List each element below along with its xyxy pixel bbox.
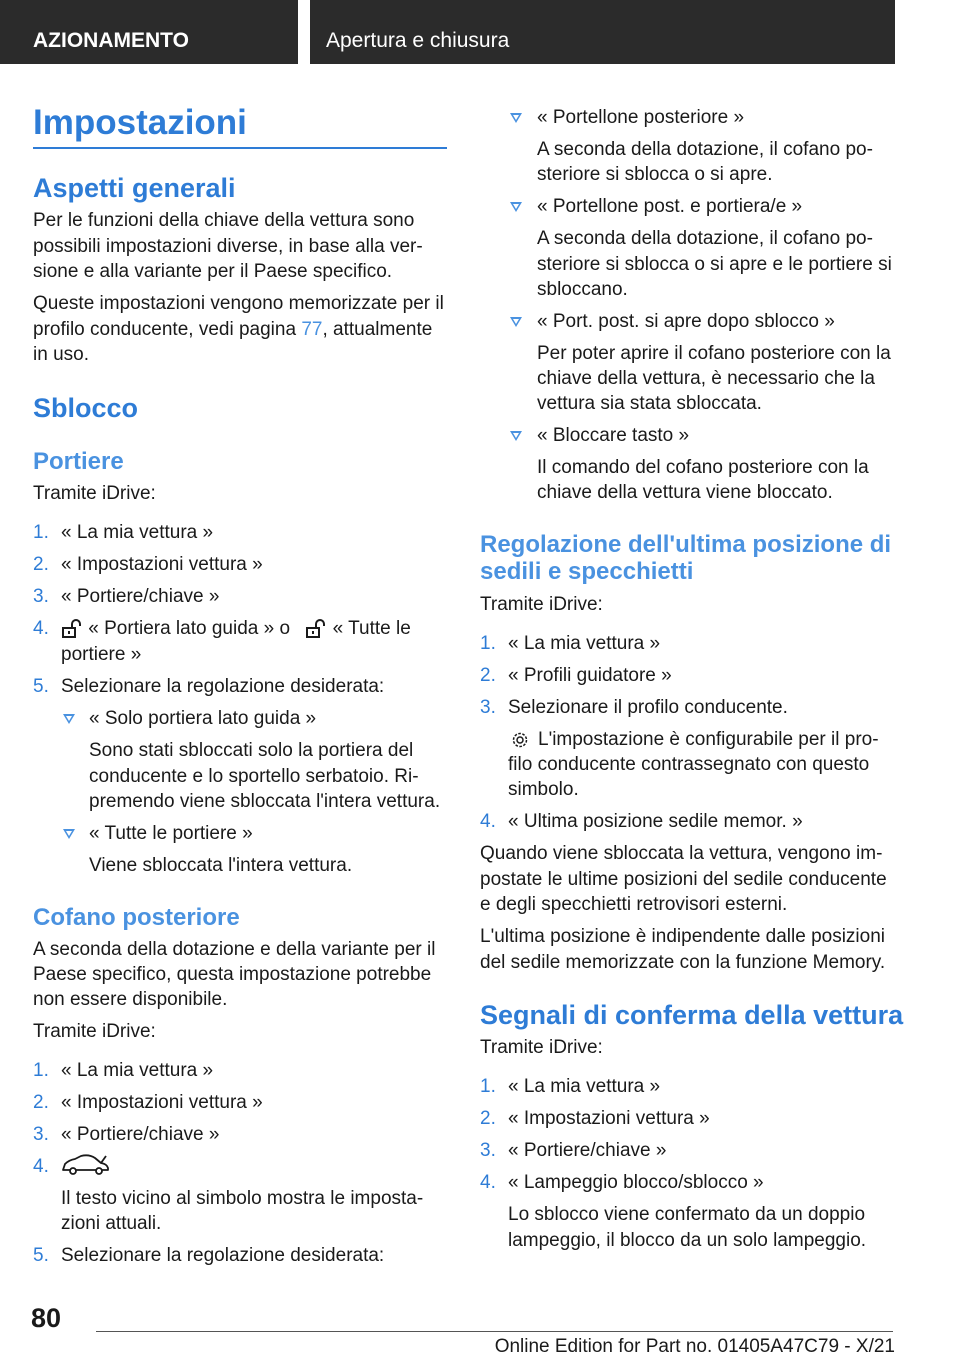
heading-confirm: Segnali di conferma della vettura xyxy=(480,1000,904,1030)
option-title: « Portellone posteriore » xyxy=(537,107,745,128)
option-desc: A seconda della dotazione, il cofano po- xyxy=(537,139,873,160)
cofano-p-l3: non essere disponibile. xyxy=(33,989,228,1010)
step-number: 2. xyxy=(33,1092,49,1113)
heading-portiere: Portiere xyxy=(33,448,124,475)
seat-p1-l2: postate le ultime posizioni del sedile conducente xyxy=(480,869,887,890)
triangle-bullet-icon xyxy=(510,202,522,212)
step-number: 3. xyxy=(480,697,496,718)
step-number: 1. xyxy=(480,633,496,654)
option-desc: Sono stati sbloccati solo la portiera del xyxy=(89,740,414,761)
option-title: « Tutte le portiere » xyxy=(89,823,253,844)
general-p2-l1: Queste impostazioni vengono memorizzate per il xyxy=(33,293,444,314)
step-text: Selezionare il profilo conducente. xyxy=(508,697,788,718)
step-4-part-a: « Portiera lato guida » o xyxy=(88,618,291,639)
page-77-link[interactable]: 77 xyxy=(301,319,323,340)
step-text: « Portiere/chiave » xyxy=(61,586,220,607)
step-text: « Impostazioni vettura » xyxy=(508,1108,710,1129)
general-p2-l2 xyxy=(33,317,432,343)
general-p1-l2: possibili impostazioni diverse, in base alla ver- xyxy=(33,236,423,257)
option-desc: conducente e lo sportello serbatoio. Ri- xyxy=(89,766,419,787)
seat-idrive: Tramite iDrive: xyxy=(480,594,603,615)
step-desc: zioni attuali. xyxy=(61,1213,162,1234)
general-p1-l3: sione e alla variante per il Paese specifico. xyxy=(33,261,393,282)
option-title: « Solo portiera lato guida » xyxy=(89,708,317,729)
step-text: « La mia vettura » xyxy=(61,1060,214,1081)
step-number: 2. xyxy=(33,554,49,575)
option-desc: premendo viene sbloccata l'intera vettura. xyxy=(89,791,441,812)
step-text: « La mia vettura » xyxy=(61,522,214,543)
header-bar xyxy=(0,0,960,66)
confirm-desc-l2: lampeggio, il blocco da un solo lampeggio. xyxy=(508,1230,867,1251)
seat-p1-l1: Quando viene sbloccata la vettura, vengono im- xyxy=(480,843,883,864)
option-desc: sbloccano. xyxy=(537,279,628,300)
page-title: Impostazioni xyxy=(33,103,247,142)
triangle-bullet-icon xyxy=(510,431,522,441)
unlock-icon xyxy=(61,619,83,639)
step-number: 4. xyxy=(480,811,496,832)
option-title: « Bloccare tasto » xyxy=(537,425,690,446)
step-number: 4. xyxy=(480,1172,496,1193)
option-desc: chiave della vettura, è necessario che la xyxy=(537,368,875,389)
chapter-tab[interactable]: Apertura e chiusura xyxy=(310,0,895,64)
heading-sblocco: Sblocco xyxy=(33,393,139,423)
step-number: 5. xyxy=(33,676,49,697)
seat-note-l2: filo conducente contrassegnato con questo xyxy=(508,754,870,775)
option-desc: A seconda della dotazione, il cofano po- xyxy=(537,228,873,249)
option-title: « Port. post. si apre dopo sblocco » xyxy=(537,311,835,332)
general-p2-l3: in uso. xyxy=(33,344,89,365)
step-number: 4. xyxy=(33,618,49,639)
step-text: « Impostazioni vettura » xyxy=(61,1092,263,1113)
step-text-4 xyxy=(61,616,411,642)
seat-p2-l1: L'ultima posizione è indipendente dalle posizioni xyxy=(480,926,886,947)
page-number: 80 xyxy=(31,1303,62,1333)
step-number: 1. xyxy=(480,1076,496,1097)
confirm-desc-l1: Lo sblocco viene confermato da un doppio xyxy=(508,1204,866,1225)
section-tab[interactable]: AZIONAMENTO xyxy=(0,0,298,64)
seat-note-l1: L'impostazione è configurabile per il pro- xyxy=(538,729,879,750)
step-number: 4. xyxy=(33,1156,49,1177)
option-desc: Viene sbloccata l'intera vettura. xyxy=(89,855,353,876)
triangle-bullet-icon xyxy=(63,714,75,724)
step-text: « La mia vettura » xyxy=(508,1076,661,1097)
gear-icon xyxy=(510,730,530,750)
triangle-bullet-icon xyxy=(510,113,522,123)
title-rule xyxy=(33,147,447,149)
step-text: Selezionare la regolazione desiderata: xyxy=(61,1245,385,1266)
step-text: « Lampeggio blocco/sblocco » xyxy=(508,1172,764,1193)
general-p2-l2b: , attualmente xyxy=(322,319,433,340)
step-number: 1. xyxy=(33,522,49,543)
confirm-idrive: Tramite iDrive: xyxy=(480,1037,603,1058)
step-desc: Il testo vicino al simbolo mostra le imposta- xyxy=(61,1188,424,1209)
step-number: 2. xyxy=(480,1108,496,1129)
footer-edition: Online Edition for Part no. 01405A47C79 - X/21 xyxy=(494,1336,895,1357)
step-text: « Profili guidatore » xyxy=(508,665,672,686)
option-title: « Portellone post. e portiera/e » xyxy=(537,196,803,217)
step-text: « Ultima posizione sedile memor. » xyxy=(508,811,803,832)
step-4-part-c: portiere » xyxy=(61,644,142,665)
footer-rule xyxy=(96,1331,893,1332)
seat-note-l3: simbolo. xyxy=(508,779,579,800)
step-number: 5. xyxy=(33,1245,49,1266)
step-text: « Impostazioni vettura » xyxy=(61,554,263,575)
seat-p1-l3: e degli specchietti retrovisori esterni. xyxy=(480,894,788,915)
step-text: Selezionare la regolazione desiderata: xyxy=(61,676,385,697)
general-p1-l1: Per le funzioni della chiave della vettura sono xyxy=(33,210,415,231)
cofano-idrive: Tramite iDrive: xyxy=(33,1021,156,1042)
heading-cofano: Cofano posteriore xyxy=(33,904,240,931)
option-desc: vettura sia stata sbloccata. xyxy=(537,393,762,414)
step-number: 2. xyxy=(480,665,496,686)
step-number: 3. xyxy=(33,1124,49,1145)
option-desc: Il comando del cofano posteriore con la xyxy=(537,457,869,478)
step-number: 3. xyxy=(33,586,49,607)
step-text: « Portiere/chiave » xyxy=(508,1140,667,1161)
option-desc: chiave della vettura viene bloccato. xyxy=(537,482,833,503)
step-4-part-b: « Tutte le xyxy=(332,618,411,639)
step-number: 3. xyxy=(480,1140,496,1161)
step-text: « Portiere/chiave » xyxy=(61,1124,220,1145)
option-desc: Per poter aprire il cofano posteriore con la xyxy=(537,343,891,364)
heading-seat-l1: Regolazione dell'ultima posizione di xyxy=(480,531,892,558)
heading-general: Aspetti generali xyxy=(33,173,236,203)
seat-p2-l2: del sedile memorizzate con la funzione Memory. xyxy=(480,952,886,973)
step-text: « La mia vettura » xyxy=(508,633,661,654)
step-number: 1. xyxy=(33,1060,49,1081)
triangle-bullet-icon xyxy=(63,829,75,839)
triangle-bullet-icon xyxy=(510,317,522,327)
car-tailgate-icon xyxy=(61,1152,111,1176)
option-desc: steriore si sblocca o si apre e le portiere si xyxy=(537,254,892,275)
general-p2-l2a: profilo conducente, vedi pagina xyxy=(33,319,302,340)
cofano-p-l1: A seconda della dotazione e della variante per il xyxy=(33,939,436,960)
portiere-idrive: Tramite iDrive: xyxy=(33,483,156,504)
unlock-all-icon xyxy=(305,619,327,639)
heading-seat-l2: sedili e specchietti xyxy=(480,558,694,585)
cofano-p-l2: Paese specifico, questa impostazione potrebbe xyxy=(33,964,432,985)
option-desc: steriore si sblocca o si apre. xyxy=(537,164,773,185)
